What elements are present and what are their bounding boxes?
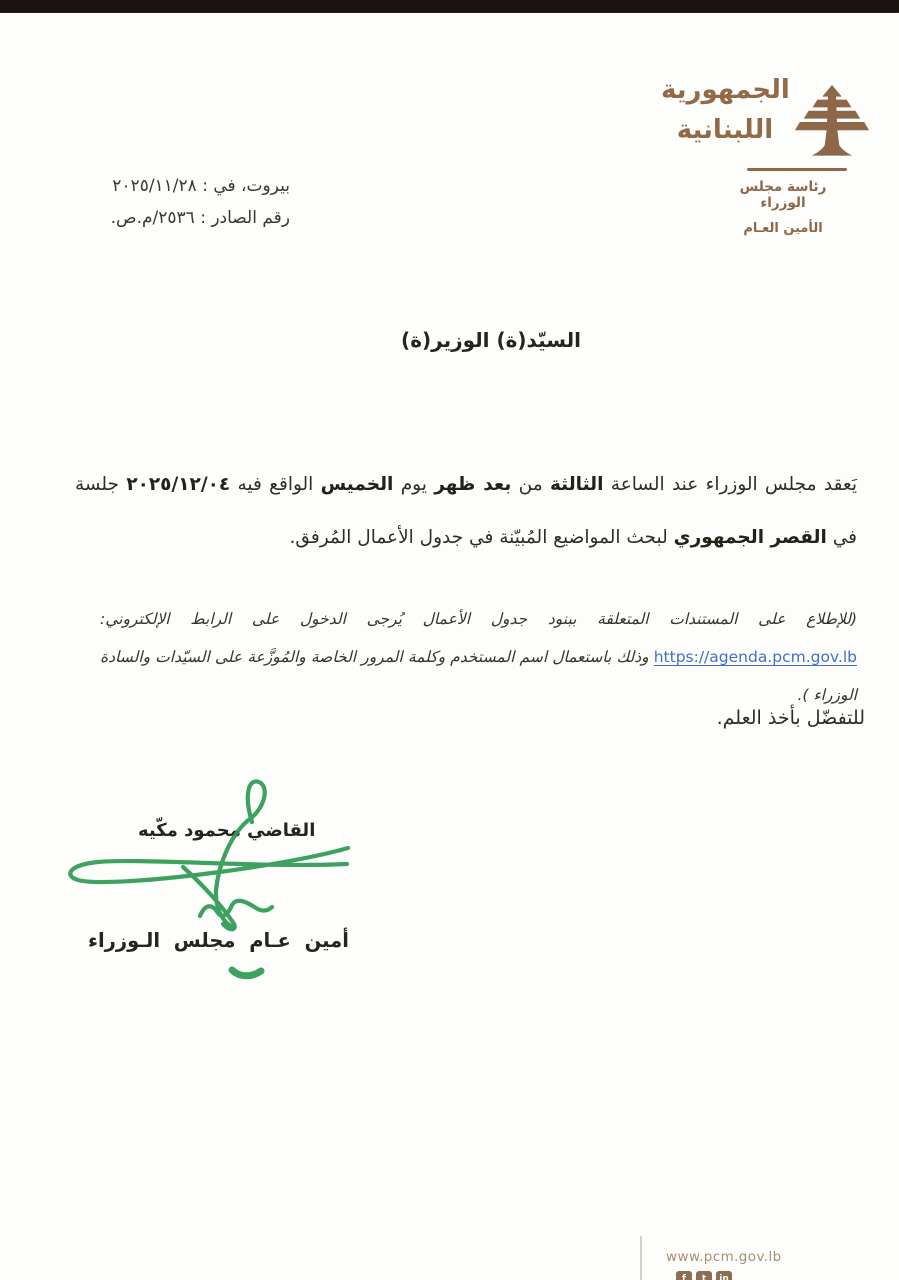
agenda-link[interactable]: https://agenda.pcm.gov.lb [653,648,857,666]
closing-line: للتفضّل بأخذ العلم. [716,707,865,729]
signer-title: أمين عـام مجلس الـوزراء [88,929,349,952]
facebook-icon[interactable]: f [676,1271,692,1280]
social-icons-row [676,1271,732,1280]
pcm-letterhead [661,70,879,236]
republic-calligraphy [661,70,789,151]
body-bold-date: ٢٠٢٥/١٢/٠٤ [126,474,231,495]
website-url[interactable]: www.pcm.gov.lb [666,1249,782,1265]
letter-body: يَعقد مجلس الوزراء عند الساعة الثالثة من بعد ظهر يوم الخميس الواقع فيه ٢٠٢٥/١٢/٠٤ جلسة في القصر الجمهوري لبحث المواضيع المُبيّنة في جدول الأعمال المُرفق. [75,474,857,548]
footer-divider [640,1236,642,1280]
linkedin-icon[interactable]: in [716,1271,732,1280]
place-date-line: بيروت، في : ٢٠٢٥/١١/٢٨ [112,176,290,196]
letterhead-divider [747,168,847,171]
signer-name: القاضي محمود مكّيه [138,820,316,841]
date-reference-block [50,170,290,234]
body-text: يَعقد مجلس الوزراء عند الساعة [603,474,857,495]
body-bold-afternoon: بعد ظهر [434,474,512,495]
cedar-tree-icon [793,80,871,164]
secretary-general-title: الأمين العـام [743,220,823,236]
republic-line1: الجمهورية [661,75,790,105]
signature-ink [62,772,354,984]
pcm-title: رئاسة مجلس الوزراء [739,178,827,211]
body-bold-palace: القصر الجمهوري [673,527,827,548]
republic-line2: اللبنانية [676,115,774,146]
agenda-access-note: (للإطلاع على المستندات المتعلقة ببنود جدول الأعمال يُرجى الدخول على الرابط الإلكتروني: https://agenda.pcm.gov.lb وذلك باستعمال اسم المستخدم وكلمة المرور الخاصة والمُوزَّعة على السيّدات والسادة الوزراء ). [100,610,857,704]
twitter-icon[interactable]: t [696,1271,712,1280]
addressee-line: السيّد(ة) الوزير(ة) [401,328,581,352]
body-bold-day: الخميس [320,474,394,495]
scan-top-edge [0,0,899,13]
body-bold-time: الثالثة [549,474,604,495]
reference-number-line: رقم الصادر : ٢٥٣٦/م.ص. [110,208,290,228]
